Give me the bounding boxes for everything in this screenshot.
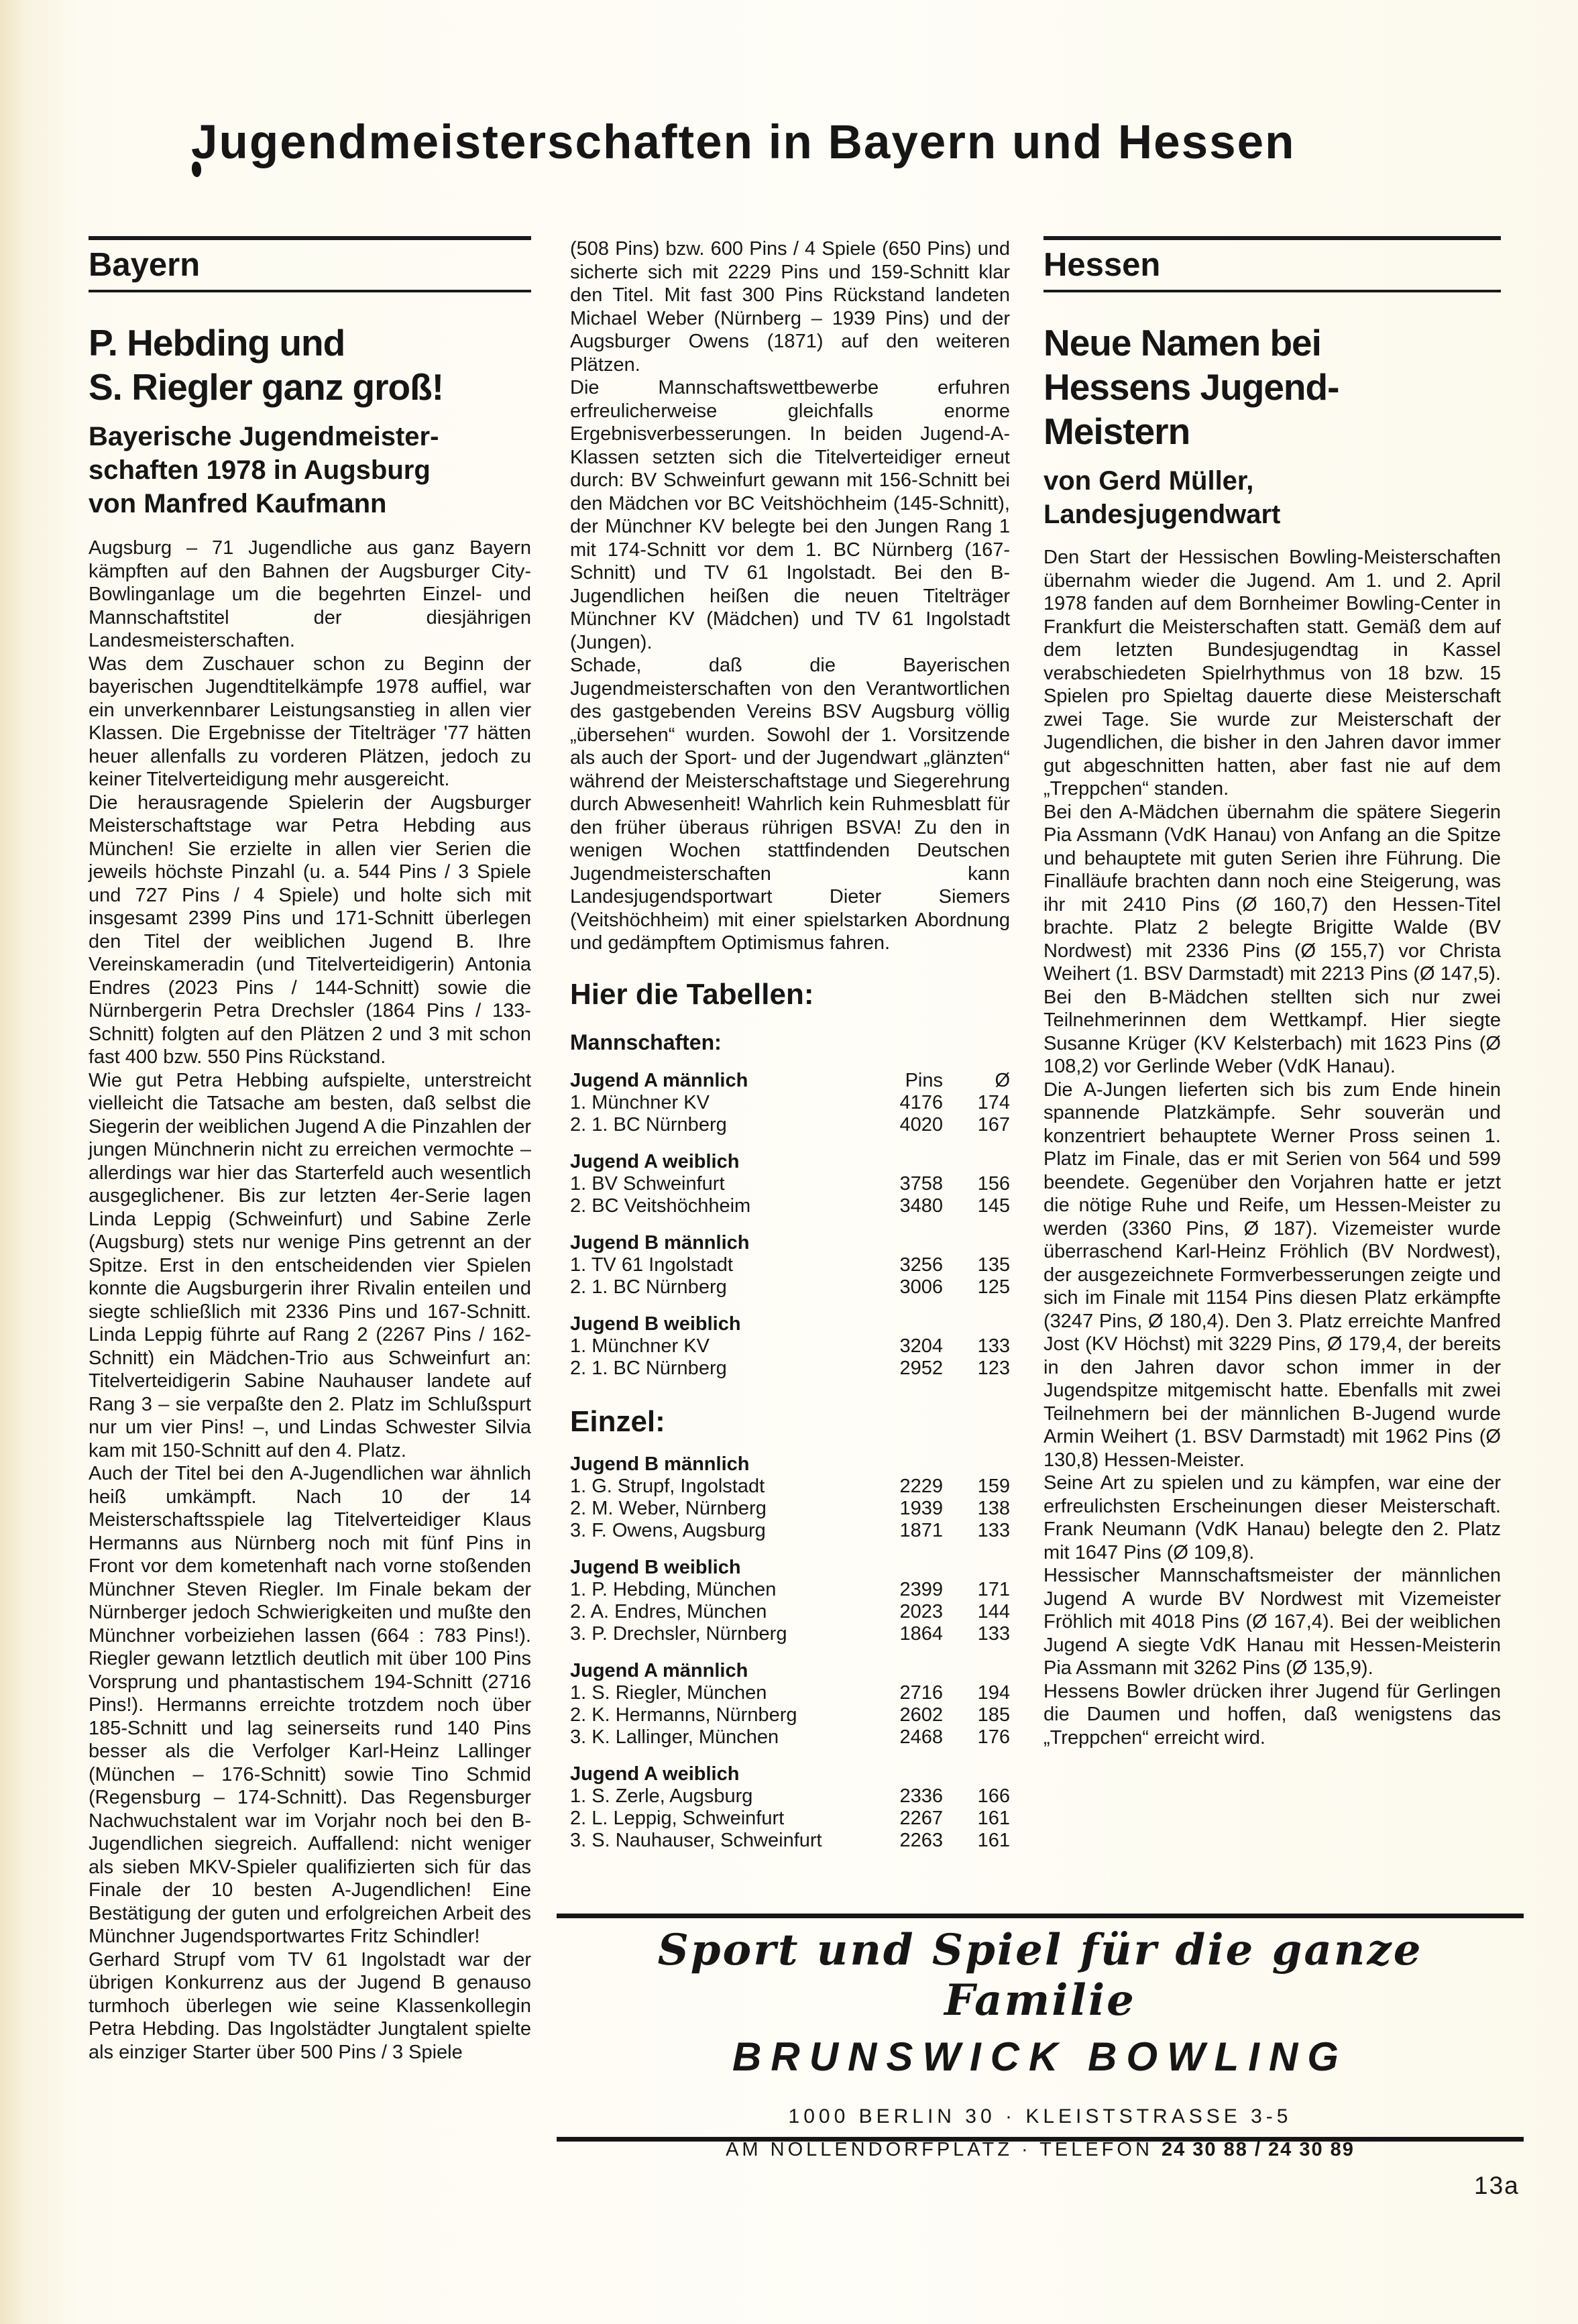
- paragraph: Wie gut Petra Hebbing aufspielte, unterstreicht vielleicht die Tatsache am besten, daß selbst die Siegerin der weiblichen Jugend A die Pinzahlen der jungen Münchnerin nicht zu erreichen vermochte – allerdings war hier das Starterfeld auch wesentlich ausgeglichener. Bis zur letzten 4er-Serie lagen Linda Leppig (Schweinfurt) und Sabine Zerle (Augsburg) stets nur wenige Pins getrennt an der Spitze. Erst in den entscheidenden vier Spielen konnte die Augsburgerin ihrer Rivalin enteilen und siegte schließlich mit 2336 Pins und 167-Schnitt. Linda Leppig führte auf Rang 2 (2267 Pins / 162-Schnitt) ein Mädchen-Trio aus Schweinfurt an: Titelverteidigerin Sabine Nauhauser landete auf Rang 3 – sie verpaßte den 2. Platz im Schlußspurt nur um vier Pins! –, und Lindas Schwester Silvia kam mit 150-Schnitt auf den 4. Platz.: [89, 1069, 531, 1461]
- entry-pins: 2716: [899, 1681, 943, 1704]
- byline-line: Landesjugendwart: [1044, 500, 1281, 529]
- entry-average: 138: [977, 1497, 1010, 1519]
- teams-table: [570, 1070, 1010, 1380]
- paragraph: Die herausragende Spielerin der Augsburger Meisterschaftstage war Petra Hebding aus München! Sie erzielte in allen vier Serien die jeweils höchste Pinzahl (u. a. 544 Pins / 3 Spiele und 727 Pins / 4 Spiele) und holte sich mit insgesamt 2399 Pins und 171-Schnitt überlegen den Titel der weiblichen Jugend B. Ihre Vereinskameradin (und Titelverteidigerin) Antonia Endres (2023 Pins / 144-Schnitt) sowie die Nürnbergerin Petra Drechsler (1864 Pins / 133-Schnitt) folgten auf den Plätzen 2 und 3 mit schon fast 400 bzw. 550 Pins Rückstand.: [89, 791, 531, 1068]
- table-row: [570, 1476, 1010, 1498]
- entry-name: 1. Münchner KV: [570, 1091, 710, 1113]
- entry-pins: 2336: [899, 1785, 943, 1807]
- ad-slogan: Sport und Spiel für die ganze Familie: [657, 1925, 1423, 2026]
- column-header-pins: [856, 1313, 943, 1335]
- group-rows: [570, 1476, 1010, 1542]
- column-header-pins: [856, 1151, 943, 1173]
- singles-table-label: Einzel:: [570, 1404, 665, 1438]
- entry-average: 156: [977, 1172, 1010, 1195]
- column-header-pins: [856, 1232, 943, 1254]
- paragraph: Hessischer Mannschaftsmeister der männlichen Jugend A wurde BV Nordwest mit Vizemeister Fröhlich mit 4018 Pins (Ø 167,4). Bei der weiblichen Jugend A siegte VdK Hanau mit Hessen-Meisterin Pia Assmann mit 3262 Pins (Ø 135,9).: [1044, 1565, 1501, 1679]
- ad-address-label: AM NOLLENDORFPLATZ · TELEFON: [726, 2139, 1153, 2160]
- middle-column-body: [570, 237, 1010, 955]
- brunswick-advertisement: [557, 1914, 1524, 2160]
- paragraph: Die Mannschaftswettbewerbe erfuhren erfreulicherweise gleichfalls enorme Ergebnisverbesserungen. In beiden Jugend-A-Klassen setzten sich die Titelverteidiger erneut durch: BV Schweinfurt gewann mit 156-Schnitt bei den Mädchen vor BC Veitshöchheim (145-Schnitt), der Münchner KV belegte bei den Jungen Rang 1 mit 174-Schnitt vor dem 1. BC Nürnberg (167-Schnitt) und TV 61 Ingolstadt. Bei den B-Jugendlichen heißen die neuen Titelträger Münchner KV (Mädchen) und TV 61 Ingolstadt (Jungen).: [570, 377, 1010, 653]
- entry-name: 2. 1. BC Nürnberg: [570, 1113, 727, 1136]
- group-rows: [570, 1092, 1010, 1136]
- table-row: [570, 1520, 1010, 1542]
- entry-average: 161: [977, 1807, 1010, 1829]
- bayern-article-subtitle: [89, 420, 531, 520]
- group-header-row: [570, 1763, 1010, 1785]
- entry-name: 1. G. Strupf, Ingolstadt: [570, 1475, 765, 1497]
- entry-pins: 2229: [899, 1475, 943, 1497]
- entry-average: 194: [977, 1681, 1010, 1704]
- column-header-average: [943, 1313, 1010, 1335]
- result-group: [570, 1313, 1010, 1380]
- column-header-average: [943, 1151, 1010, 1173]
- bayern-column: [89, 236, 531, 2064]
- subtitle-line: von Manfred Kaufmann: [89, 489, 387, 518]
- entry-average: 167: [977, 1113, 1010, 1136]
- entry-average: 161: [977, 1829, 1010, 1851]
- headline-line: S. Riegler ganz groß!: [89, 366, 444, 408]
- entry-name: 1. P. Hebding, München: [570, 1578, 777, 1600]
- page-number: 13a: [1474, 2172, 1520, 2199]
- entry-average: 171: [977, 1578, 1010, 1600]
- entry-pins: 3758: [899, 1172, 943, 1195]
- entry-name: 1. TV 61 Ingolstadt: [570, 1254, 733, 1276]
- entry-pins: 2267: [899, 1807, 943, 1829]
- entry-name: 2. M. Weber, Nürnberg: [570, 1497, 767, 1519]
- subtitle-line: schaften 1978 in Augsburg: [89, 455, 431, 485]
- column-header-pins: [856, 1453, 943, 1476]
- paragraph: Augsburg – 71 Jugendliche aus ganz Bayern kämpften auf den Bahnen der Augsburger City-Bowlinganlage um die begehrten Einzel- und Mannschaftstitel der diesjährigen Landesmeisterschaften.: [89, 537, 531, 651]
- subtitle-line: Bayerische Jugendmeister-: [89, 422, 439, 451]
- table-row: [570, 1682, 1010, 1704]
- table-row: [570, 1726, 1010, 1749]
- table-row: [570, 1335, 1010, 1358]
- table-row: [570, 1601, 1010, 1623]
- paragraph: Was dem Zuschauer schon zu Beginn der bayerischen Jugendtitelkämpfe 1978 auffiel, war ein unverkennbarer Leistungsanstieg in allen vier Klassen. Die Ergebnisse der Titelträger '77 hätten heuer allenfalls zu vorderen Plätzen, jedoch zu keiner Titelverteidigung mehr ausgereicht.: [89, 653, 531, 790]
- group-title: Jugend B weiblich: [570, 1313, 741, 1335]
- group-title: Jugend B männlich: [570, 1453, 750, 1475]
- paragraph: Auch der Titel bei den A-Jugendlichen war ähnlich heiß umkämpft. Nach 10 der 14 Meisterschaftsspiele lag Titelverteidiger Klaus Hermanns aus Nürnberg noch mit fünf Pins in Front vor dem kometenhaft nach vorne stoßenden Münchner Steven Riegler. Im Finale bekam der Nürnberger jedoch Schwierigkeiten und mußte den Münchner vorbeiziehen lassen (664 : 783 Pins!). Riegler gewann letztlich deutlich mit über 100 Pins Vorsprung und phantastischem 194-Schnitt (2716 Pins!). Hermanns erreichte trotzdem noch über 185-Schnitt und lag seinerseits rund 140 Pins besser als die Verfolger Karl-Heinz Lallinger (München – 176-Schnitt) sowie Tino Schmid (Regensburg – 174-Schnitt). Das Regensburger Nachwuchstalent war im Vorjahr noch bei den B-Jugendlichen siegreich. Auffallend: nicht weniger als sieben MKV-Spieler qualifizierten sich für das Finale der 10 besten A-Jugendlichen! Eine Bestätigung der guten und erfolgreichen Arbeit des Münchner Jugendsportwartes Fritz Schindler!: [89, 1463, 531, 1947]
- entry-pins: 1871: [899, 1519, 943, 1541]
- group-rows: [570, 1579, 1010, 1645]
- group-header-row: [570, 1151, 1010, 1173]
- entry-pins: 2263: [899, 1829, 943, 1851]
- group-title: Jugend A männlich: [570, 1659, 748, 1681]
- group-header-row: [570, 1232, 1010, 1254]
- table-row: [570, 1358, 1010, 1380]
- table-row: [570, 1173, 1010, 1195]
- paragraph: Den Start der Hessischen Bowling-Meisterschaften übernahm wieder die Jugend. Am 1. und 2. April 1978 fanden auf dem Bornheimer Bowling-Center in Frankfurt die Meisterschaften statt. Gemäß dem auf dem letzten Bundesjugendtag in Kassel verabschiedeten Spielrhythmus von 18 bzw. 15 Spielen pro Spieltag dauerte diese Meisterschaft zwei Tage. Sie wurde zur Meisterschaft der Jugendlichen, die bisher in den Jahren davor immer gut abgeschnitten hatten, aber fast nie auf dem „Treppchen“ standen.: [1044, 547, 1501, 799]
- headline-line: Neue Namen bei: [1044, 322, 1321, 364]
- byline-line: von Gerd Müller,: [1044, 466, 1254, 496]
- entry-pins: 2023: [899, 1600, 943, 1622]
- group-rows: [570, 1682, 1010, 1749]
- column-header-average: [943, 1232, 1010, 1254]
- table-row: [570, 1830, 1010, 1852]
- entry-pins: 2468: [899, 1726, 943, 1748]
- entry-name: 3. K. Lallinger, München: [570, 1726, 779, 1748]
- bayern-article-headline: [89, 321, 531, 409]
- entry-pins: 3480: [899, 1195, 943, 1217]
- hessen-column: [1044, 236, 1501, 1749]
- result-group: [570, 1151, 1010, 1217]
- group-title: Jugend B weiblich: [570, 1556, 741, 1578]
- table-row: [570, 1195, 1010, 1217]
- entry-name: 2. K. Hermanns, Nürnberg: [570, 1704, 797, 1726]
- entry-pins: 1864: [899, 1622, 943, 1645]
- column-header-average: [943, 1453, 1010, 1476]
- section-header-hessen: [1044, 236, 1501, 292]
- section-title-hessen: Hessen: [1044, 247, 1161, 283]
- ad-phone-number: 24 30 88 / 24 30 89: [1161, 2139, 1355, 2160]
- hessen-article-body: [1044, 546, 1501, 1749]
- headline-line: Meistern: [1044, 410, 1190, 452]
- result-group: [570, 1070, 1010, 1136]
- table-row: [570, 1579, 1010, 1601]
- entry-average: 159: [977, 1475, 1010, 1497]
- entry-name: 2. A. Endres, München: [570, 1600, 767, 1622]
- table-row: [570, 1254, 1010, 1276]
- result-group: [570, 1232, 1010, 1298]
- ad-address-line2: [557, 2139, 1524, 2161]
- entry-name: 1. S. Riegler, München: [570, 1681, 767, 1704]
- paragraph: Bei den A-Mädchen übernahm die spätere Siegerin Pia Assmann (VdK Hanau) von Anfang an die Spitze und behauptete mit guten Serien ihre Führung. Die Finalläufe brachten dann noch eine Steigerung, was ihr mit 2410 Pins (Ø 160,7) den Hessen-Titel brachte. Platz 2 belegte Brigitte Walde (BV Nordwest) mit 2336 Pins (Ø 155,7) vor Christa Weihert (1. BSV Darmstadt) mit 2213 Pins (Ø 147,5). Bei den B-Mädchen stellten sich nur zwei Teilnehmerinnen dem Wettkampf. Hier siegte Susanne Krüger (KV Kelsterbach) mit 1623 Pins (Ø 108,2) vor Gerlinde Weber (VdK Hanau).: [1044, 801, 1501, 1077]
- entry-pins: 4020: [899, 1113, 943, 1136]
- entry-average: 174: [977, 1091, 1010, 1113]
- group-title: Jugend B männlich: [570, 1231, 750, 1254]
- entry-pins: 2399: [899, 1578, 943, 1600]
- result-group: [570, 1763, 1010, 1852]
- table-row: [570, 1808, 1010, 1830]
- section-header-bayern: [89, 236, 531, 292]
- teams-table-label: Mannschaften:: [570, 1030, 722, 1054]
- tables-heading: Hier die Tabellen:: [570, 977, 814, 1011]
- table-row: [570, 1092, 1010, 1114]
- paragraph: Die A-Jungen lieferten sich bis zum Ende hinein spannende Platzkämpfe. Sehr souverän und konzentriert behauptete Werner Pross seinen 1. Platz im Finale, das er mit Serien von 564 und 599 beendete. Gegenüber den Vorjahren hatte er jetzt die nötige Ruhe und Reife, um Hessen-Meister zu werden (3360 Pins, Ø 187). Vizemeister wurde überraschend Karl-Heinz Fröhlich (BV Nordwest), der ausgezeichnete Formverbesserungen zeigte und sich im Finale mit 1154 Pins diesen Platz erkämpfte (3247 Pins, Ø 180,4). Den 3. Platz erreichte Manfred Jost (KV Höchst) mit 3229 Pins, Ø 179,4, der bereits in den Jahren davor schon immer in der Jugendspitze mitgemischt hatte. Ebenfalls mit zwei Teilnehmern bei der männlichen B-Jugend wurde Armin Weihert (1. BSV Darmstadt) mit 1962 Pins (Ø 130,8) Hessen-Meister.: [1044, 1078, 1501, 1471]
- group-rows: [570, 1785, 1010, 1852]
- entry-average: 166: [977, 1785, 1010, 1807]
- group-header-row: [570, 1557, 1010, 1579]
- paragraph: Seine Art zu spielen und zu kämpfen, war eine der erfreulichsten Erscheinungen dieser Meisterschaft. Frank Neumann (VdK Hanau) belegte den 2. Platz mit 1647 Pins (Ø 109,8).: [1044, 1472, 1501, 1563]
- paragraph: (508 Pins) bzw. 600 Pins / 4 Spiele (650 Pins) und sicherte sich mit 2229 Pins und 159-Schnitt klar den Titel. Mit fast 300 Pins Rückstand landeten Michael Weber (Nürnberg – 1939 Pins) und der Augsburger Owens (1871) auf den weiteren Plätzen.: [570, 238, 1010, 376]
- entry-pins: 3256: [899, 1254, 943, 1276]
- bayern-article-body: [89, 537, 531, 2064]
- entry-average: 185: [977, 1704, 1010, 1726]
- entry-name: 3. P. Drechsler, Nürnberg: [570, 1622, 787, 1645]
- entry-average: 125: [977, 1276, 1010, 1298]
- table-row: [570, 1785, 1010, 1808]
- column-header-average: Ø: [995, 1069, 1010, 1091]
- entry-pins: 3006: [899, 1276, 943, 1298]
- page-headline: Jugendmeisterschaften in Bayern und Hessen: [191, 116, 1296, 169]
- group-title: Jugend A weiblich: [570, 1150, 740, 1172]
- entry-pins: 1939: [899, 1497, 943, 1519]
- group-title: Jugend A männlich: [570, 1069, 748, 1091]
- hessen-article-headline: [1044, 321, 1501, 453]
- result-group: [570, 1453, 1010, 1542]
- group-rows: [570, 1173, 1010, 1217]
- entry-average: 176: [977, 1726, 1010, 1748]
- entry-average: 133: [977, 1519, 1010, 1541]
- result-group: [570, 1660, 1010, 1749]
- entry-pins: 4176: [899, 1091, 943, 1113]
- column-header-pins: [856, 1660, 943, 1682]
- section-title-bayern: Bayern: [89, 247, 201, 283]
- group-header-row: [570, 1453, 1010, 1476]
- headline-line: P. Hebding und: [89, 322, 345, 364]
- column-header-average: [943, 1763, 1010, 1785]
- headline-line: Hessens Jugend-: [1044, 366, 1339, 408]
- entry-name: 1. Münchner KV: [570, 1335, 710, 1357]
- column-header-pins: [856, 1557, 943, 1579]
- table-row: [570, 1704, 1010, 1726]
- entry-average: 145: [977, 1195, 1010, 1217]
- entry-average: 133: [977, 1622, 1010, 1645]
- entry-average: 123: [977, 1357, 1010, 1379]
- singles-table: [570, 1453, 1010, 1852]
- paragraph: Schade, daß die Bayerischen Jugendmeisterschaften von den Verantwortlichen des gastgebenden Vereins BSV Augsburg völlig „übersehen“ wurden. Sowohl der 1. Vorsitzende als auch der Sport- und der Jugendwart „glänzten“ während der Meisterschaftstage und Siegerehrung durch Abwesenheit! Wahrlich kein Ruhmesblatt für den früher überaus rührigen BSVA! Zu den in wenigen Wochen stattfindenden Deutschen Jugendmeisterschaften kann Landesjugendsportwart Dieter Siemers (Veitshöchheim) mit einer spielstarken Abordnung und gedämpftem Optimismus fahren.: [570, 655, 1010, 954]
- paragraph: Hessens Bowler drücken ihrer Jugend für Gerlingen die Daumen und hoffen, daß wenigstens das „Treppchen“ erreicht wird.: [1044, 1680, 1501, 1749]
- ad-address-line1: 1000 BERLIN 30 · KLEISTSTRASSE 3-5: [788, 2105, 1292, 2127]
- entry-name: 3. F. Owens, Augsburg: [570, 1519, 766, 1541]
- entry-name: 1. BV Schweinfurt: [570, 1172, 725, 1195]
- entry-pins: 2952: [899, 1357, 943, 1379]
- group-rows: [570, 1254, 1010, 1298]
- group-rows: [570, 1335, 1010, 1380]
- table-row: [570, 1276, 1010, 1298]
- column-header-pins: [856, 1763, 943, 1785]
- entry-name: 1. S. Zerle, Augsburg: [570, 1785, 753, 1807]
- entry-pins: 3204: [899, 1335, 943, 1357]
- table-row: [570, 1498, 1010, 1520]
- ad-brand-name: BRUNSWICK BOWLING: [732, 2034, 1348, 2079]
- entry-pins: 2602: [899, 1704, 943, 1726]
- entry-name: 3. S. Nauhauser, Schweinfurt: [570, 1829, 822, 1851]
- hessen-article-byline: [1044, 464, 1501, 531]
- column-header-average: [943, 1557, 1010, 1579]
- entry-name: 2. BC Veitshöchheim: [570, 1195, 751, 1217]
- entry-average: 144: [977, 1600, 1010, 1622]
- entry-average: 133: [977, 1335, 1010, 1357]
- column-header-pins: Pins: [905, 1069, 943, 1091]
- group-header-row: [570, 1660, 1010, 1682]
- entry-name: 2. 1. BC Nürnberg: [570, 1276, 727, 1298]
- table-row: [570, 1114, 1010, 1136]
- table-row: [570, 1623, 1010, 1645]
- group-header-row: [570, 1313, 1010, 1335]
- group-title: Jugend A weiblich: [570, 1763, 740, 1785]
- entry-name: 2. 1. BC Nürnberg: [570, 1357, 727, 1379]
- middle-column: [570, 236, 1010, 1852]
- entry-name: 2. L. Leppig, Schweinfurt: [570, 1807, 785, 1829]
- result-group: [570, 1557, 1010, 1645]
- group-header-row: [570, 1070, 1010, 1092]
- paragraph: Gerhard Strupf vom TV 61 Ingolstadt war der übrigen Konkurrenz aus der Jugend B genauso turmhoch überlegen wie seine Klassenkollegin Petra Hebding. Das Ingolstädter Jungtalent spielte als einziger Starter über 500 Pins / 3 Spiele: [89, 1948, 531, 2063]
- column-header-average: [943, 1660, 1010, 1682]
- entry-average: 135: [977, 1254, 1010, 1276]
